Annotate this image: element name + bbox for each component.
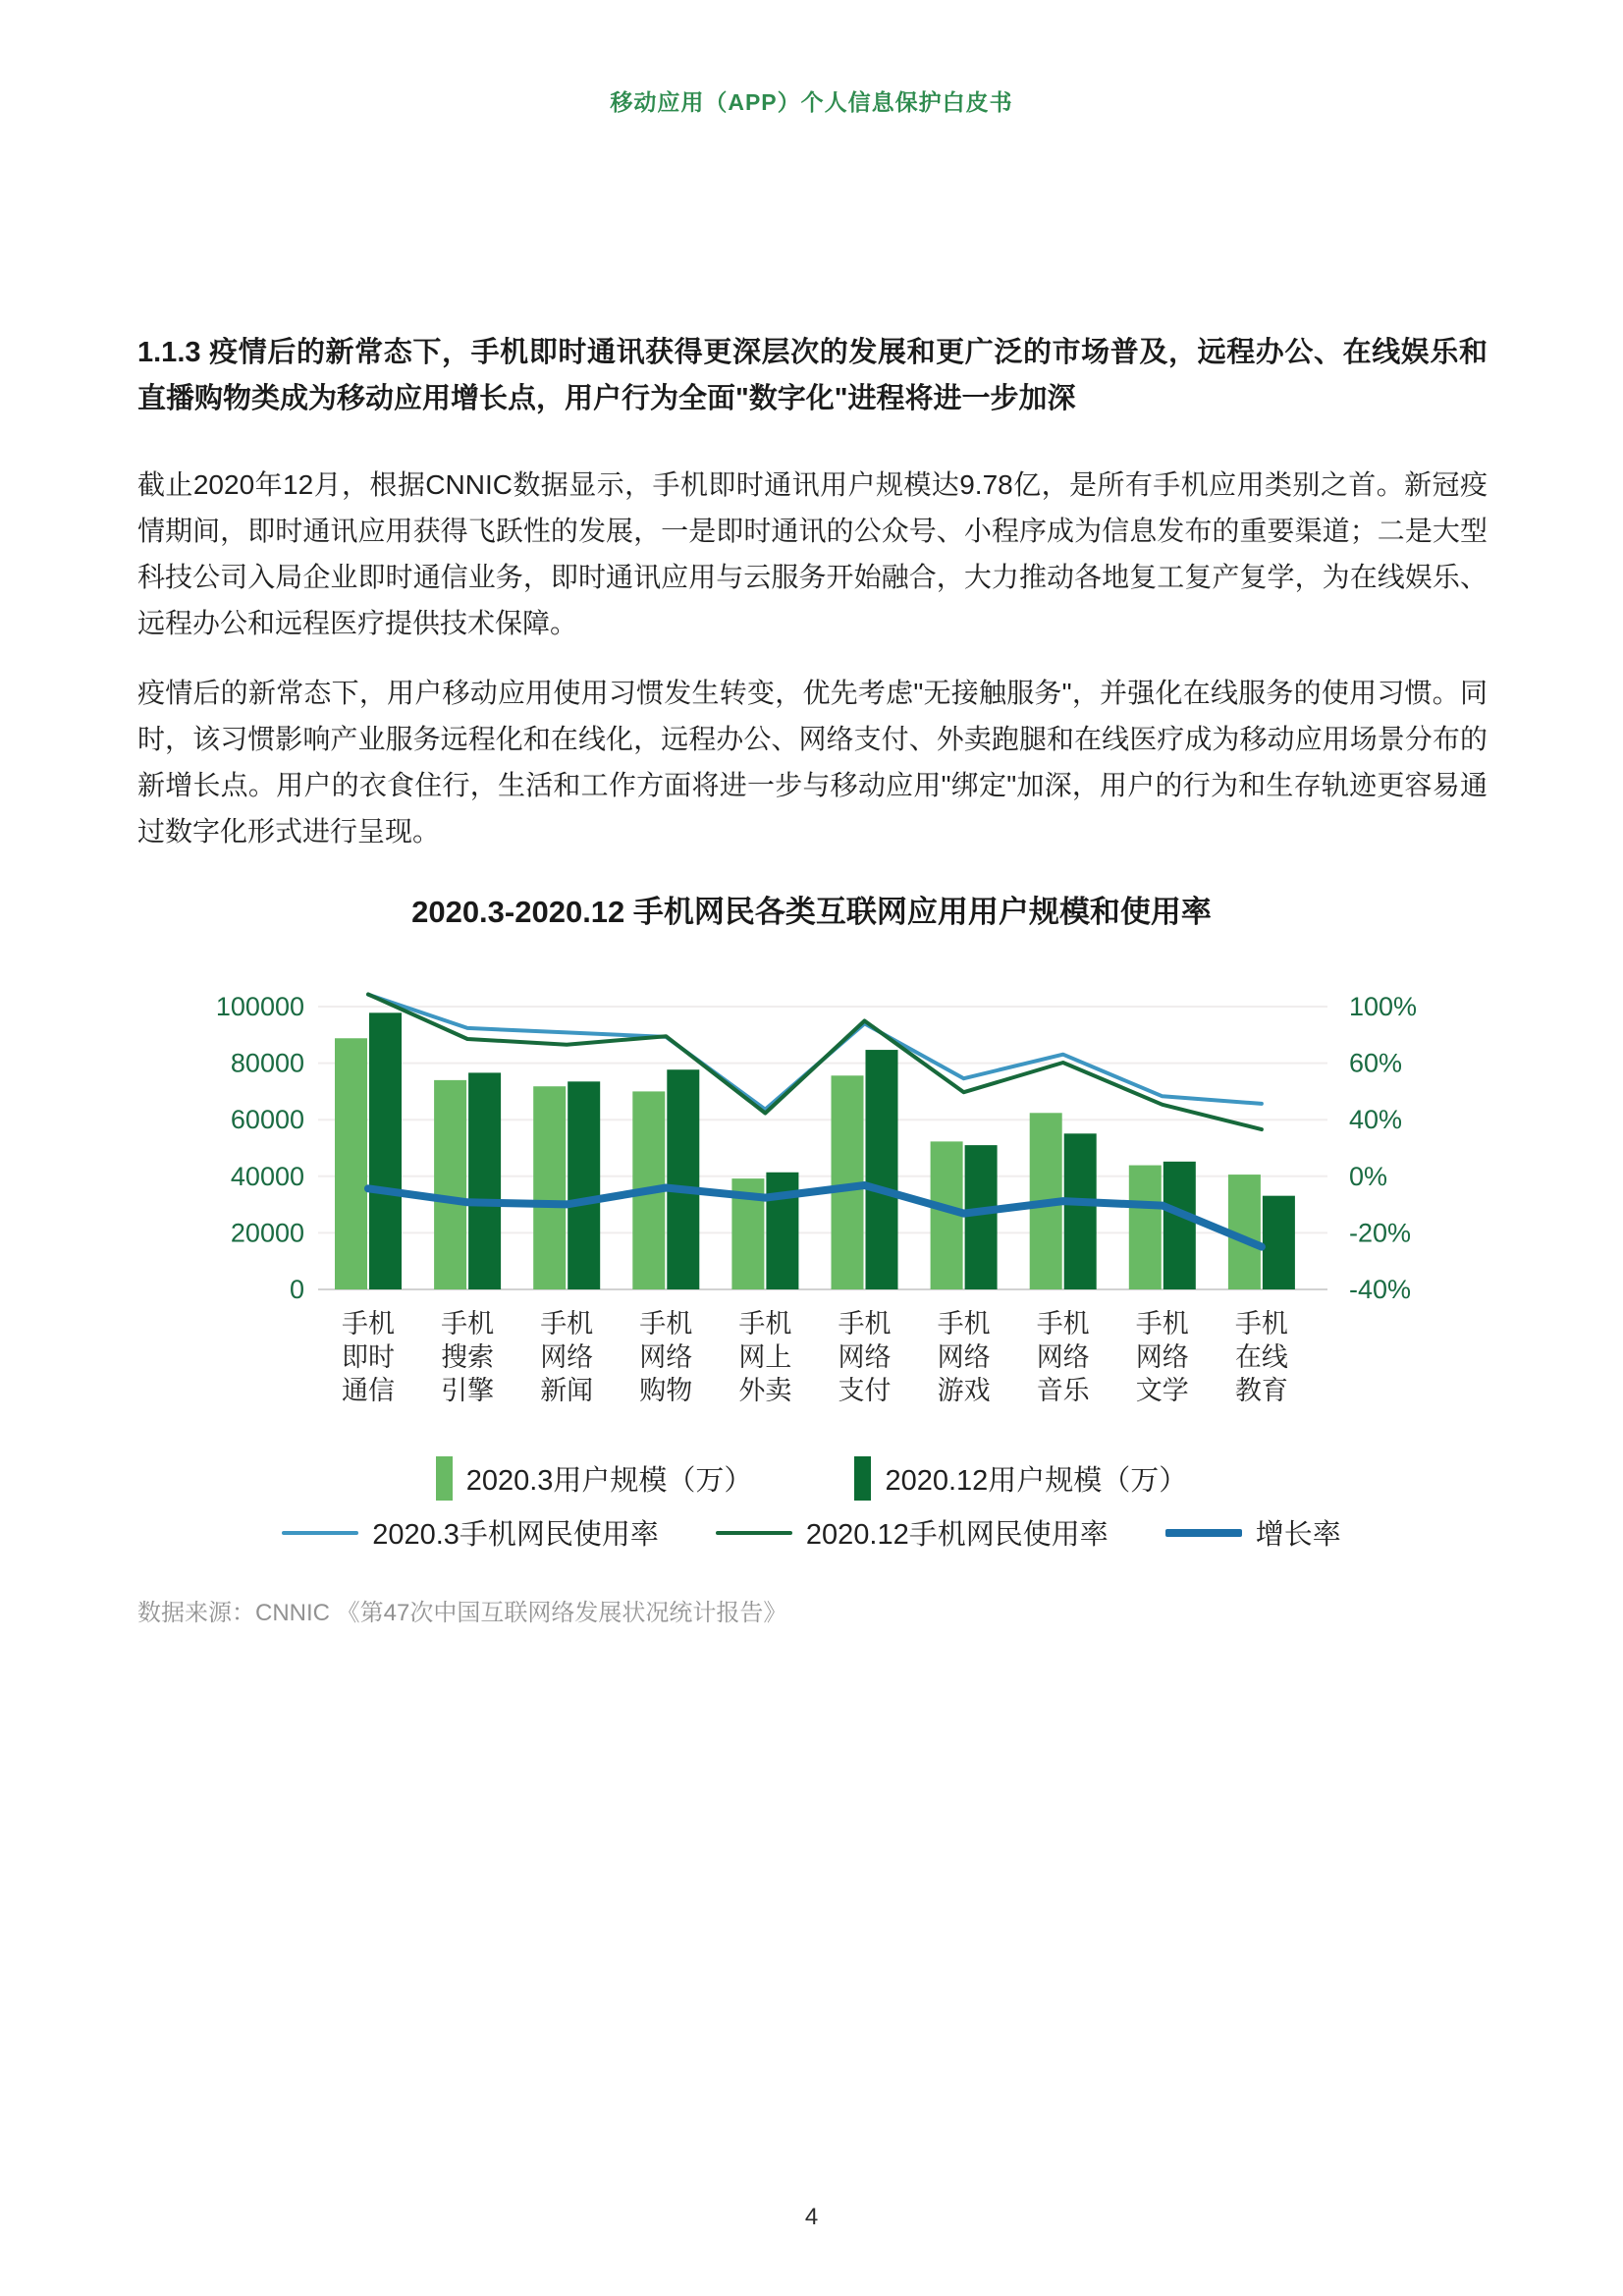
data-source-note: 数据来源：CNNIC 《第47次中国互联网络发展状况统计报告》 [137, 1600, 787, 1626]
left-axis-tick-label: 60000 [230, 1105, 304, 1135]
x-axis-category-label: 手机网络新闻 [540, 1309, 594, 1405]
legend-item [1165, 1512, 1341, 1553]
growth-rate-line [368, 1185, 1262, 1247]
legend-bar-swatch [436, 1456, 453, 1501]
right-axis-tick-label: -20% [1349, 1218, 1412, 1248]
usage-rate-line [368, 995, 1262, 1130]
x-axis-category-label: 手机网络购物 [639, 1309, 693, 1405]
left-axis-tick-label: 20000 [230, 1218, 304, 1248]
x-axis-category-label: 手机在线教育 [1234, 1309, 1288, 1405]
right-axis-tick-label: 40% [1349, 1105, 1403, 1135]
left-axis-tick-label: 100000 [215, 992, 304, 1021]
x-axis-category-label: 手机即时通信 [342, 1309, 395, 1405]
bar-2020-12 [1163, 1162, 1196, 1289]
legend-label: 2020.3用户规模（万） [465, 1465, 753, 1497]
right-axis-tick-label: 100% [1349, 992, 1418, 1021]
bar-2020-12 [568, 1081, 600, 1289]
legend-item [436, 1456, 753, 1501]
bar-2020-3 [335, 1038, 367, 1289]
bar-2020-12 [866, 1050, 898, 1289]
legend-label: 2020.12用户规模（万） [885, 1465, 1188, 1497]
bar-2020-3 [533, 1086, 566, 1289]
right-axis-tick-label: 0% [1349, 1161, 1388, 1191]
legend-label: 2020.3手机网民使用率 [372, 1519, 659, 1551]
body-paragraph-1: 截止2020年12月，根据CNNIC数据显示，手机即时通讯用户规模达9.78亿，是所有手机应用类别之首。新冠疫情期间，即时通讯应用获得飞跃性的发展，一是即时通讯的公众号、小程序成为信息发布的重要渠道；二是大型科技公司入局企业即时通信业务，即时通讯应用与云服务开始融合，大力推动各地复工复产复学，为在线娱乐、远程办公和远程医疗提供技术保障。 [137, 469, 1488, 638]
chart-title: 2020.3-2020.12 手机网民各类互联网应用用户规模和使用率 [411, 895, 1212, 929]
left-axis-tick-label: 40000 [230, 1161, 304, 1191]
legend-line-swatch [282, 1531, 358, 1535]
legend-label: 增长率 [1255, 1519, 1341, 1551]
legend-item [716, 1512, 1109, 1553]
bar-2020-12 [1064, 1133, 1097, 1289]
bar-2020-12 [1263, 1196, 1295, 1289]
page-number: 4 [804, 2204, 819, 2230]
x-axis-category-label: 手机搜索引擎 [441, 1309, 495, 1405]
right-axis-tick-label: 60% [1349, 1048, 1403, 1078]
bar-2020-12 [468, 1072, 501, 1289]
chart-canvas [137, 953, 1483, 1436]
x-axis-category-label: 手机网络音乐 [1036, 1309, 1090, 1405]
bar-2020-12 [965, 1145, 998, 1289]
body-paragraph-2: 疫情后的新常态下，用户移动应用使用习惯发生转变，优先考虑"无接触服务"，并强化在线服务的使用习惯。同时，该习惯影响产业服务远程化和在线化，远程办公、网络支付、外卖跑腿和在线医疗成为移动应用场景分布的新增长点。用户的衣食住行，生活和工作方面将进一步与移动应用"绑定"加深，用户的行为和生存轨迹更容易通过数字化形式进行呈现。 [137, 678, 1488, 847]
running-head-title: 移动应用（APP）个人信息保护白皮书 [610, 89, 1013, 115]
section-heading: 1.1.3 疫情后的新常态下，手机即时通讯获得更深层次的发展和更广泛的市场普及，远程办公、在线娱乐和直播购物类成为移动应用增长点，用户行为全面"数字化"进程将进一步加深 [137, 337, 1488, 414]
legend-line-swatch [716, 1531, 792, 1535]
legend-label: 2020.12手机网民使用率 [805, 1519, 1109, 1551]
chart-legend-lines [0, 1512, 1623, 1553]
legend-bar-swatch [854, 1456, 871, 1501]
bar-2020-3 [434, 1080, 466, 1289]
legend-item [282, 1512, 659, 1553]
left-axis-tick-label: 80000 [230, 1048, 304, 1078]
chart-legend-bars [0, 1456, 1623, 1501]
bar-2020-12 [369, 1012, 402, 1289]
x-axis-category-label: 手机网上外卖 [738, 1309, 792, 1405]
x-axis-category-label: 手机网络游戏 [937, 1309, 991, 1405]
x-axis-category-label: 手机网络文学 [1135, 1309, 1189, 1405]
legend-line-swatch [1165, 1529, 1242, 1537]
left-axis-tick-label: 0 [289, 1275, 304, 1304]
bar-2020-3 [1129, 1166, 1162, 1289]
bar-2020-12 [667, 1069, 699, 1289]
x-axis-category-label: 手机网络支付 [838, 1309, 892, 1405]
bar-2020-12 [766, 1173, 798, 1289]
usage-rate-line [368, 995, 1262, 1110]
right-axis-tick-label: -40% [1349, 1275, 1412, 1304]
legend-item [854, 1456, 1187, 1501]
